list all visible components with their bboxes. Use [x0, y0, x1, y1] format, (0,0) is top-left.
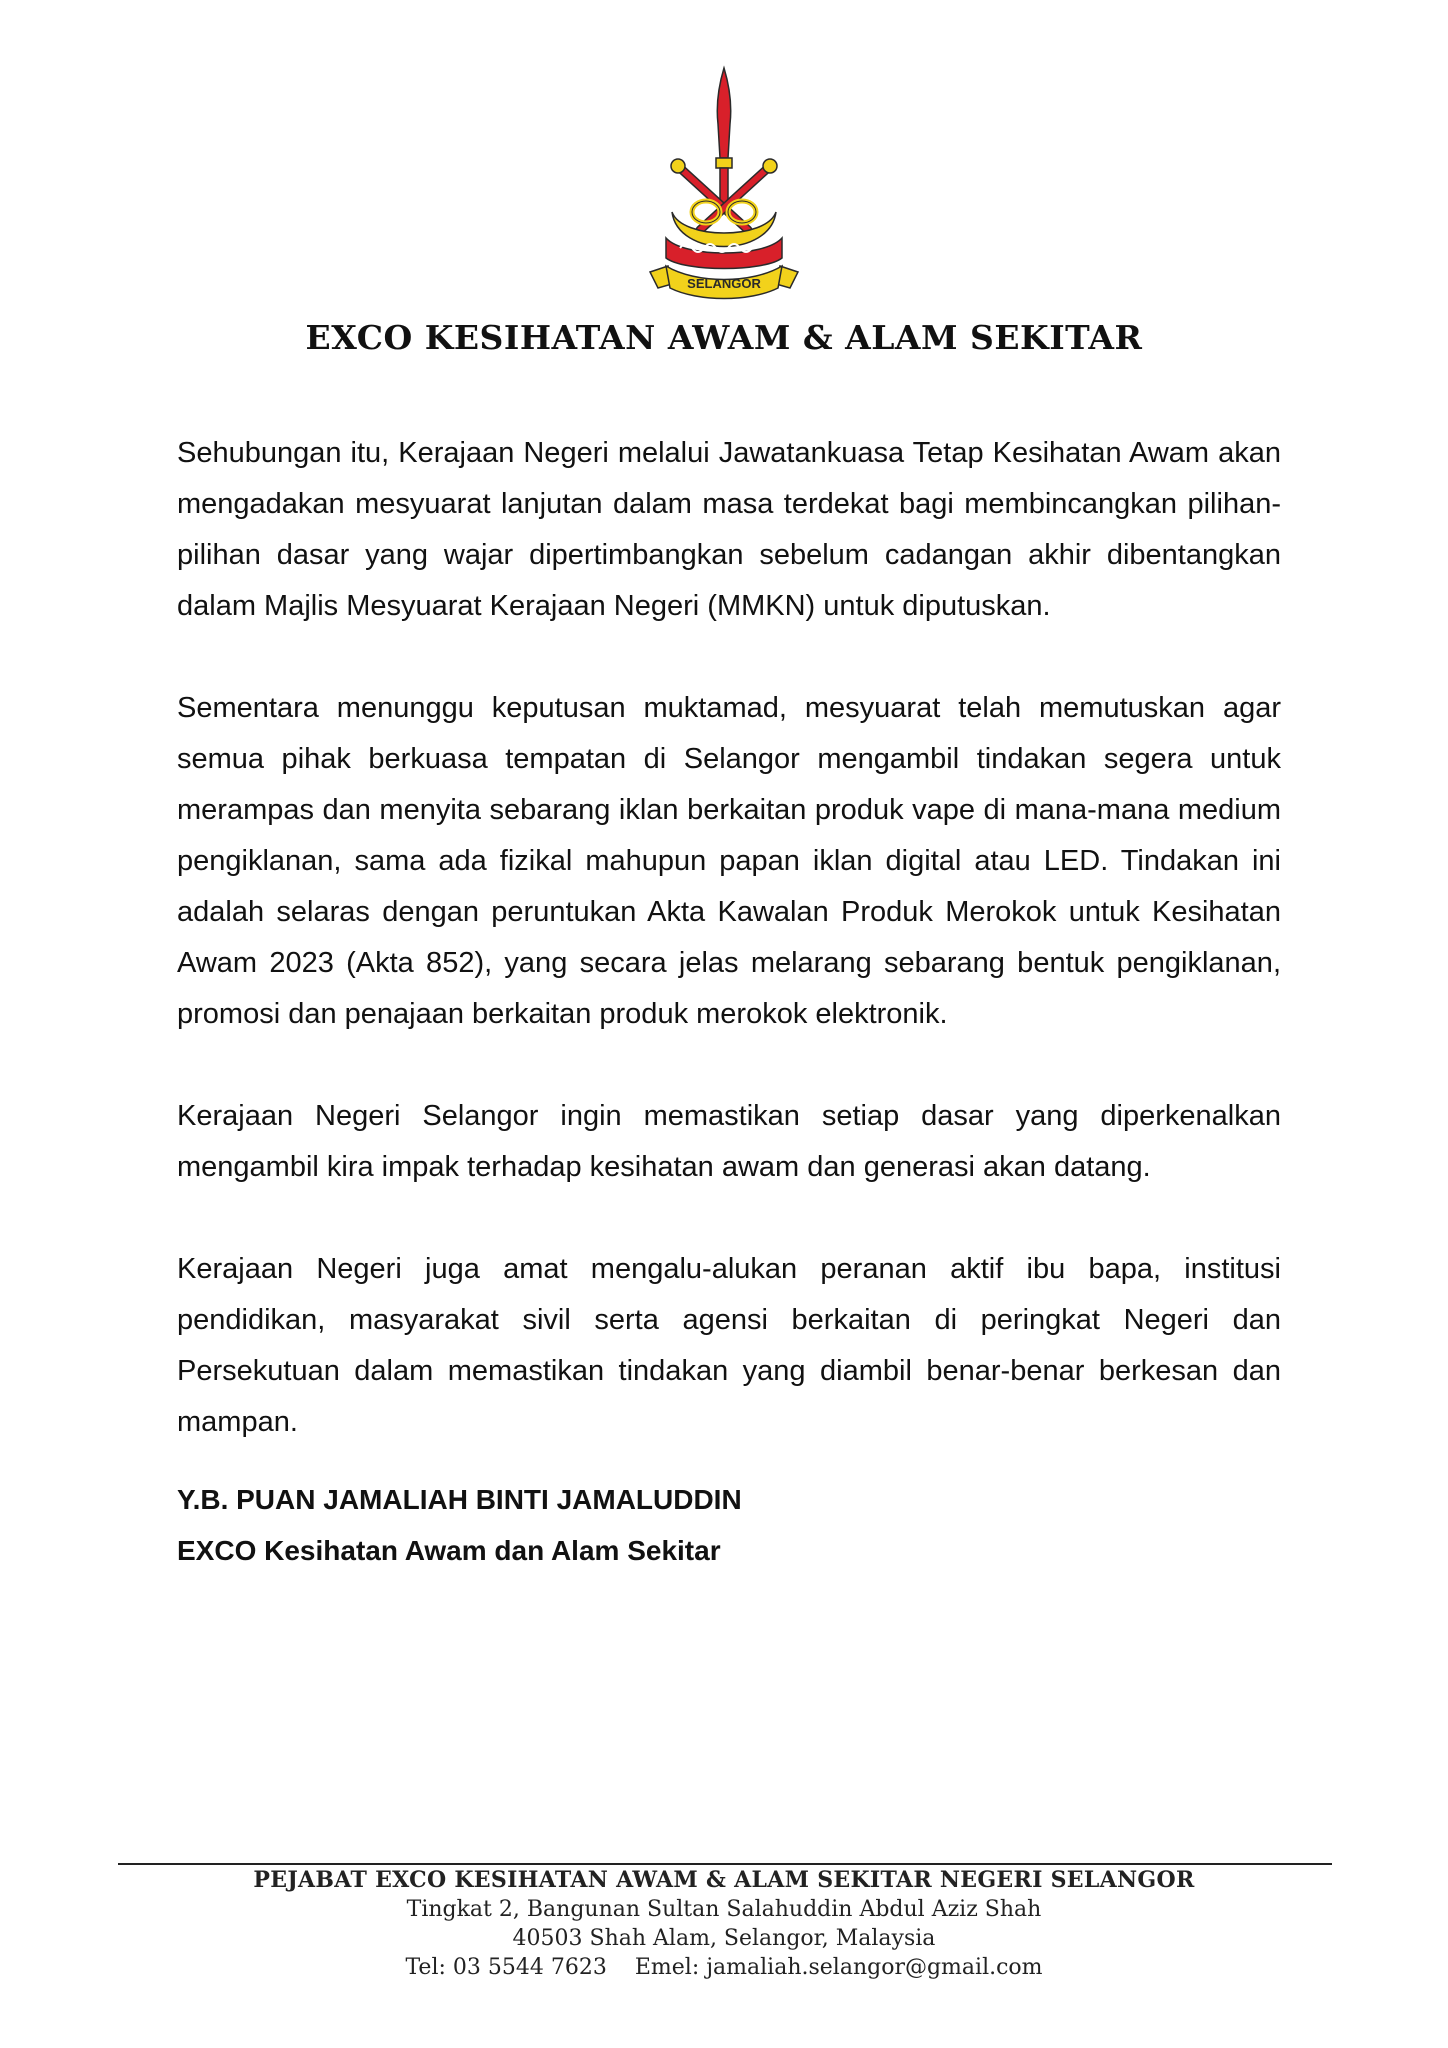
page-title: EXCO KESIHATAN AWAM & ALAM SEKITAR [305, 318, 1143, 357]
paragraph-1: Sehubungan itu, Kerajaan Negeri melalui Jawatankuasa Tetap Kesihatan Awam akan mengadakan mesyuarat lanjutan dalam masa terdekat bagi membincangkan pilihan-pilihan dasar yang wajar dipertimbangkan sebelum cadangan akhir dibentangkan dalam Majlis Mesyuarat Kerajaan Negeri (MMKN) untuk diputuskan. [177, 437, 1281, 622]
footer-divider [118, 1863, 1332, 1865]
footer-address-line-2: 40503 Shah Alam, Selangor, Malaysia [512, 1926, 936, 1951]
footer-office-name: PEJABAT EXCO KESIHATAN AWAM & ALAM SEKITAR NEGERI SELANGOR [253, 1867, 1195, 1893]
letterhead-footer [0, 1866, 1448, 1982]
footer-telephone: Tel: 03 5544 7623 [405, 1955, 607, 1980]
statement-body [177, 428, 1281, 1448]
paragraph-3: Kerajaan Negeri Selangor ingin memastikan setiap dasar yang diperkenalkan mengambil kira impak terhadap kesihatan awam dan generasi akan datang. [177, 1100, 1281, 1183]
paragraph-4: Kerajaan Negeri juga amat mengalu-alukan peranan aktif ibu bapa, institusi pendidikan, masyarakat sivil serta agensi berkaitan di peringkat Negeri dan Persekutuan dalam memastikan tindakan yang diambil benar-benar berkesan dan mampan. [177, 1253, 1281, 1438]
footer-contact [0, 1953, 1448, 1982]
signature-block [177, 1474, 1281, 1576]
signatory-name: Y.B. PUAN JAMALIAH BINTI JAMALUDDIN [177, 1484, 742, 1515]
crest-banner-text: SELANGOR [687, 276, 761, 291]
signatory-position: EXCO Kesihatan Awam dan Alam Sekitar [177, 1535, 721, 1566]
footer-address-line-1: Tingkat 2, Bangunan Sultan Salahuddin Abdul Aziz Shah [406, 1897, 1042, 1922]
selangor-state-crest-icon [644, 62, 804, 302]
footer-email: Emel: jamaliah.selangor@gmail.com [634, 1955, 1043, 1980]
paragraph-2: Sementara menunggu keputusan muktamad, mesyuarat telah memutuskan agar semua pihak berkuasa tempatan di Selangor mengambil tindakan segera untuk merampas dan menyita sebarang iklan berkaitan produk vape di mana-mana medium pengiklanan, sama ada fizikal mahupun papan iklan digital atau LED. Tindakan ini adalah selaras dengan peruntukan Akta Kawalan Produk Merokok untuk Kesihatan Awam 2023 (Akta 852), yang secara jelas melarang sebarang bentuk pengiklanan, promosi dan penajaan berkaitan produk merokok elektronik. [177, 692, 1281, 1030]
